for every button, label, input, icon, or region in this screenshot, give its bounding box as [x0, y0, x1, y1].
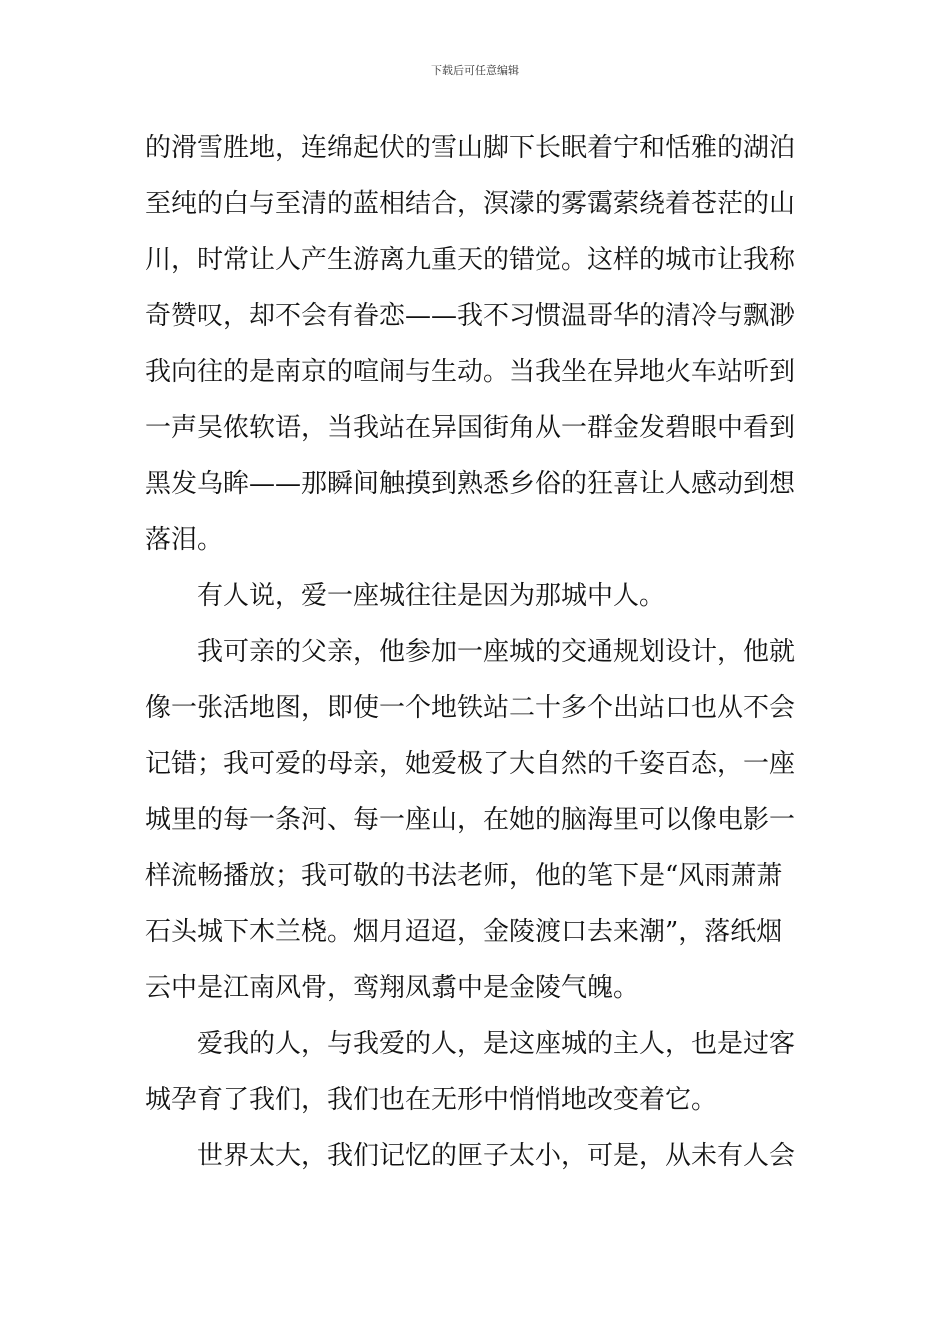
text-line: 川，时常让人产生游离九重天的错觉。这样的城市让我称: [145, 245, 796, 275]
text-line: 像一张活地图，即使一个地铁站二十多个出站口也从不会: [145, 693, 796, 723]
text-line: 的滑雪胜地，连绵起伏的雪山脚下长眠着宁和恬雅的湖泊: [145, 133, 796, 163]
header-note: 下载后可任意编辑: [431, 64, 519, 77]
text-line: 一声吴侬软语，当我站在异国街角从一群金发碧眼中看到: [145, 413, 796, 443]
text-line: 我向往的是南京的喧闹与生动。当我坐在异地火车站听到: [145, 357, 796, 387]
text-line: 样流畅播放；我可敬的书法老师，他的笔下是“风雨萧萧: [145, 861, 783, 891]
body-text: [145, 128, 825, 1192]
text-line: 奇赞叹，却不会有眷恋——我不习惯温哥华的清冷与飘渺: [145, 301, 796, 331]
text-line: 落泪。: [145, 525, 224, 555]
text-line: 云中是江南风骨，鸾翔凤翥中是金陵气魄。: [145, 973, 640, 1003]
text-line: 黑发乌眸——那瞬间触摸到熟悉乡俗的狂喜让人感动到想: [145, 469, 796, 499]
text-line: 至纯的白与至清的蓝相结合，溟濛的雾霭萦绕着苍茫的山: [145, 189, 796, 219]
text-line: 城里的每一条河、每一座山，在她的脑海里可以像电影一: [145, 805, 796, 835]
text-line: 记错；我可爱的母亲，她爱极了大自然的千姿百态，一座: [145, 749, 796, 779]
paragraph-start-line: 世界太大，我们记忆的匣子太小，可是，从未有人会: [197, 1141, 796, 1171]
text-line: 城孕育了我们，我们也在无形中悄悄地改变着它。: [145, 1085, 718, 1115]
paragraph-start-line: 有人说，爱一座城往往是因为那城中人。: [197, 581, 666, 611]
paragraph-start-line: 爱我的人，与我爱的人，是这座城的主人，也是过客: [197, 1029, 796, 1059]
text-line: 石头城下木兰桡。烟月迢迢，金陵渡口去来潮”，落纸烟: [145, 917, 783, 947]
paragraph-start-line: 我可亲的父亲，他参加一座城的交通规划设计，他就: [197, 637, 796, 667]
